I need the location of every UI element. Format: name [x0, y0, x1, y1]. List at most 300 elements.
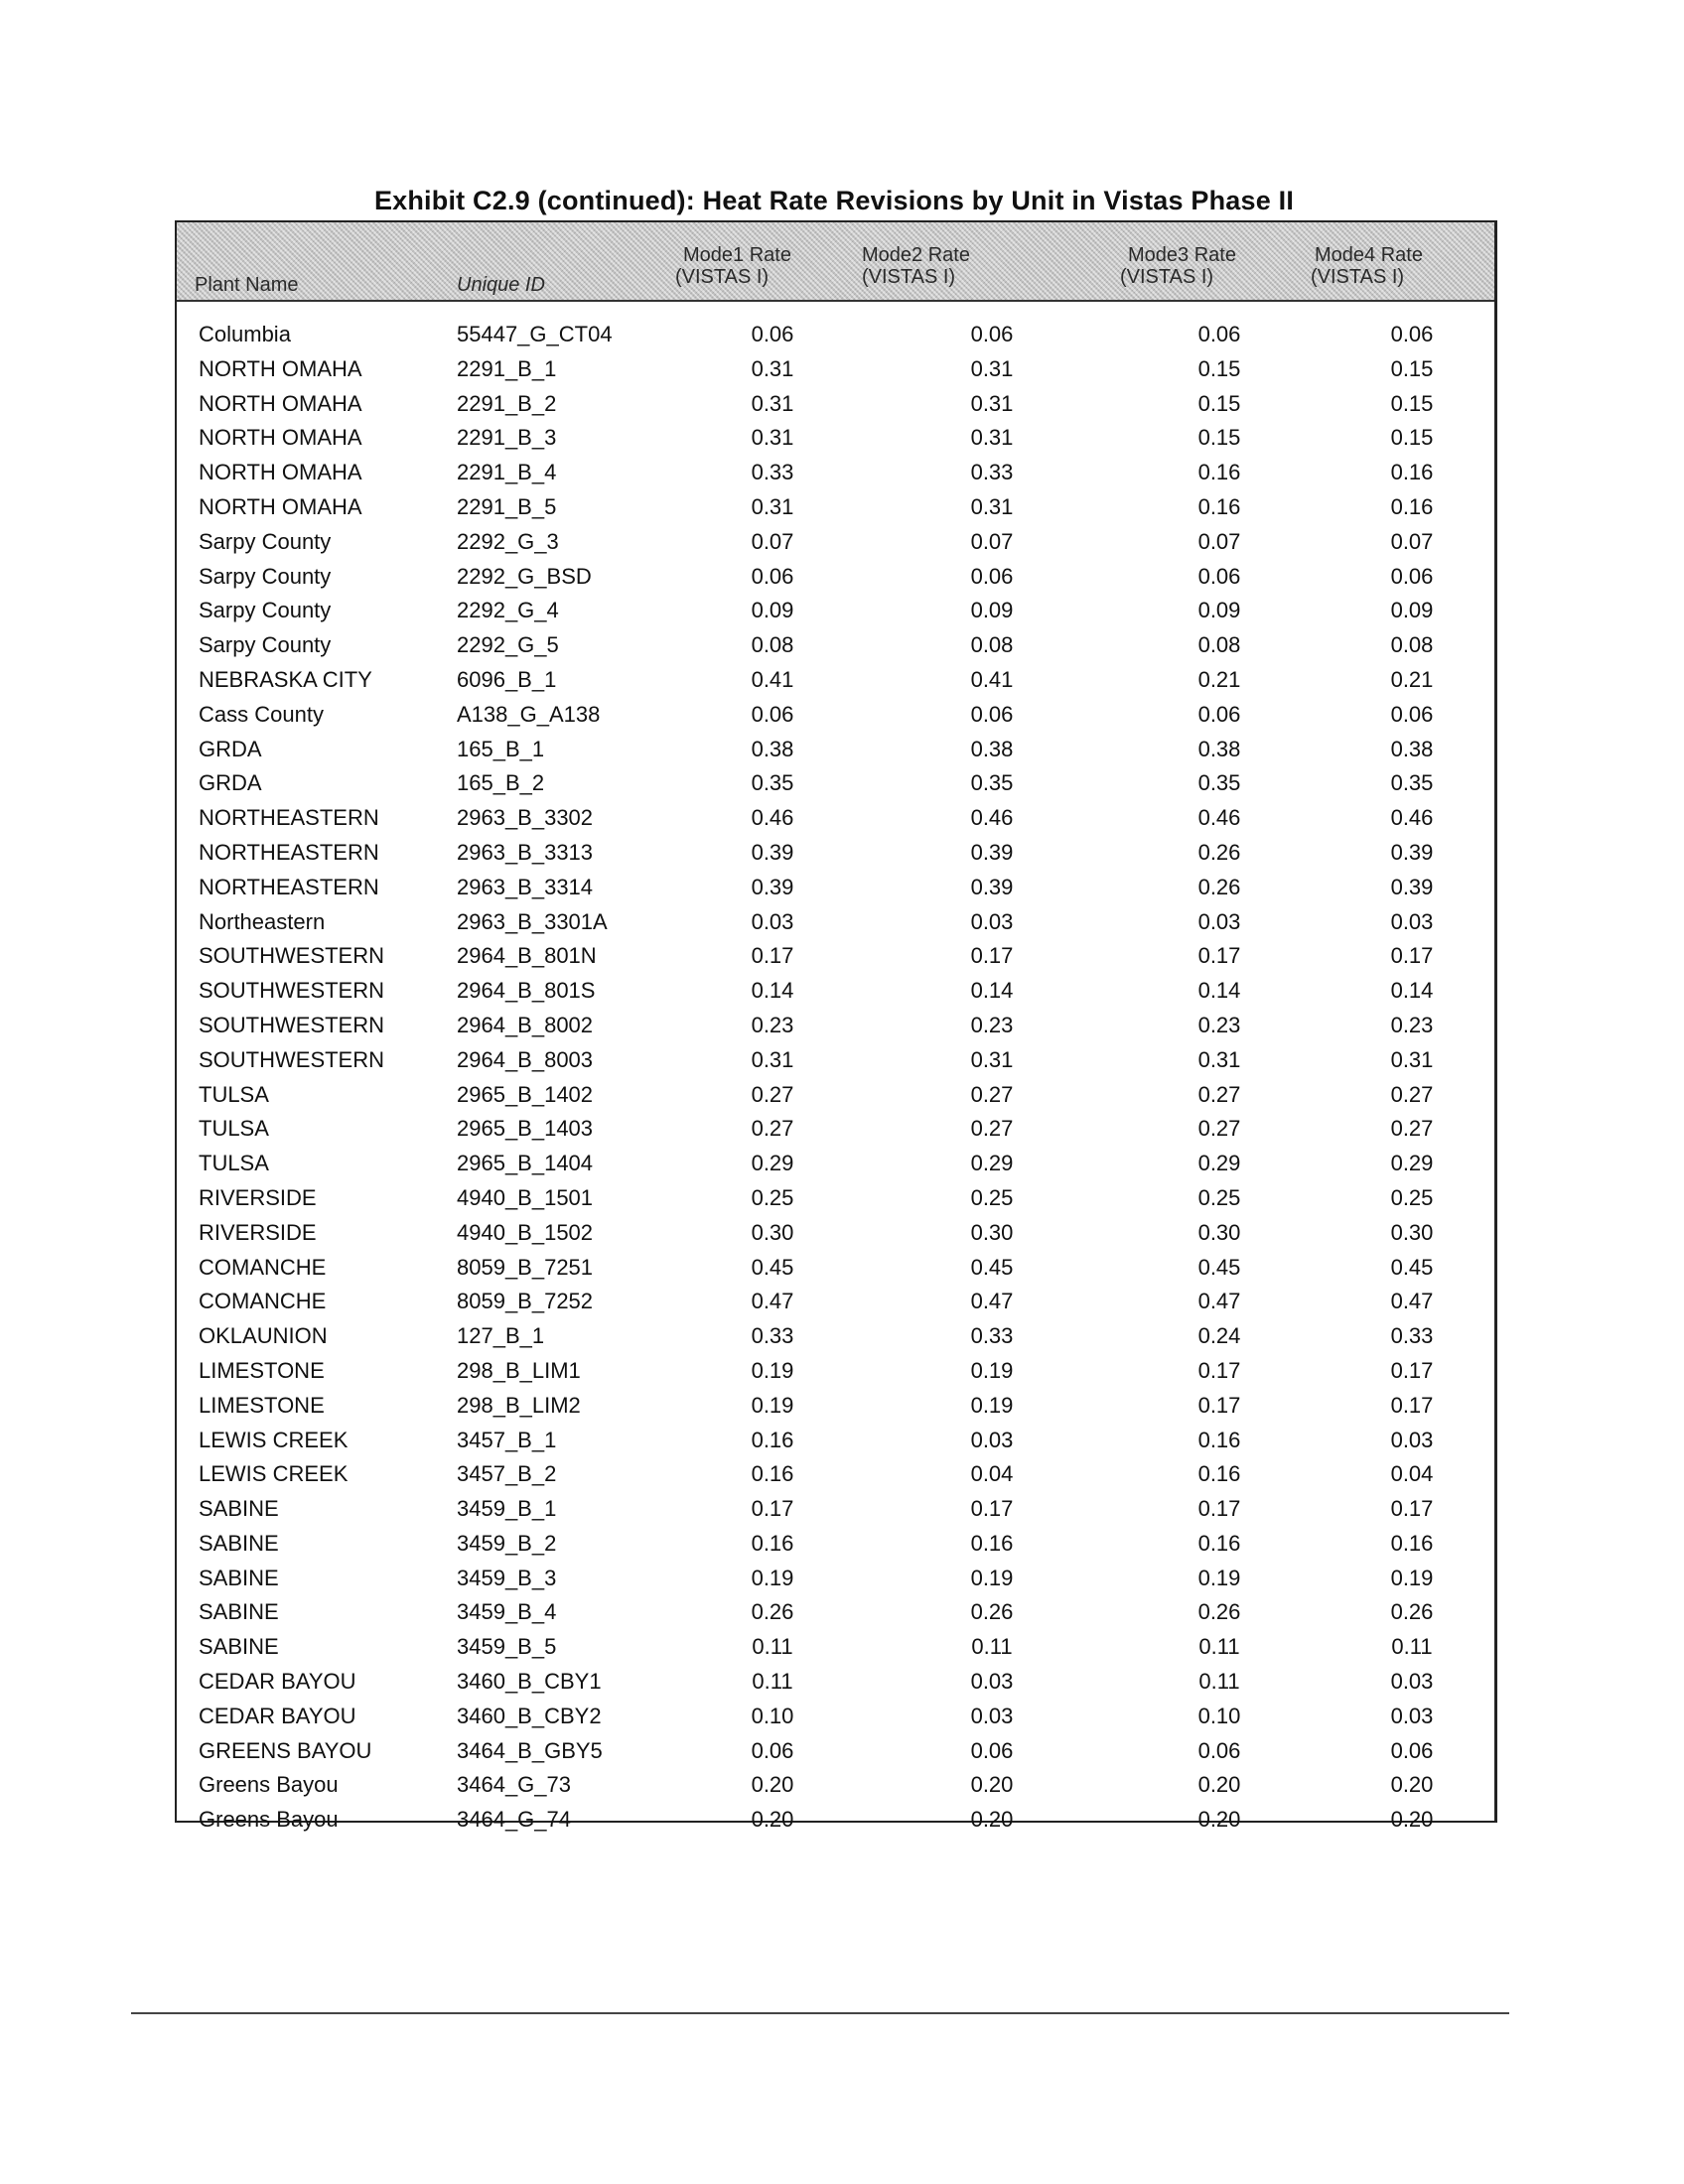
unique-id-cell: 3459_B_4	[457, 1599, 557, 1625]
mode4-rate-cell: 0.08	[1390, 632, 1434, 658]
mode2-rate-cell: 0.19	[970, 1565, 1014, 1590]
mode2-rate-cell: 0.17	[970, 1496, 1014, 1522]
plant-name-cell: NORTH OMAHA	[199, 425, 362, 451]
mode4-rate-cell: 0.27	[1390, 1116, 1434, 1142]
mode1-rate-cell: 0.30	[751, 1219, 794, 1245]
mode1-rate-cell: 0.17	[751, 1496, 794, 1522]
unique-id-cell: 55447_G_CT04	[457, 322, 613, 346]
unique-id-cell: 6096_B_1	[457, 666, 557, 692]
mode2-rate-cell: 0.06	[970, 563, 1014, 589]
mode3-rate-cell: 0.17	[1197, 1496, 1241, 1522]
unique-id-cell: 3459_B_1	[457, 1496, 557, 1522]
mode2-rate-cell: 0.14	[970, 978, 1014, 1004]
mode4-rate-cell: 0.19	[1390, 1565, 1434, 1590]
plant-name-cell: LIMESTONE	[199, 1357, 325, 1383]
plant-name-cell: Cass County	[199, 701, 324, 727]
unique-id-cell: 298_B_LIM2	[457, 1392, 581, 1418]
mode2-rate-cell: 0.47	[970, 1289, 1014, 1314]
mode3-rate-cell: 0.35	[1197, 770, 1241, 796]
mode2-rate-cell: 0.35	[970, 770, 1014, 796]
unique-id-cell: 3464_G_73	[457, 1772, 571, 1798]
mode3-rate-cell: 0.11	[1198, 1669, 1240, 1695]
mode4-rate-cell: 0.16	[1390, 460, 1434, 485]
header-unique-id: Unique ID	[457, 274, 545, 296]
mode2-rate-cell: 0.03	[970, 1427, 1014, 1452]
mode2-rate-cell: 0.11	[971, 1634, 1013, 1660]
mode2-rate-cell: 0.38	[970, 736, 1014, 761]
mode1-rate-cell: 0.19	[751, 1357, 794, 1383]
mode1-rate-cell: 0.47	[751, 1289, 794, 1314]
unique-id-cell: 3464_B_GBY5	[457, 1737, 603, 1763]
header-mode3-rate	[1120, 244, 1236, 288]
mode4-rate-cell: 0.09	[1390, 598, 1434, 623]
mode1-rate-cell: 0.10	[751, 1703, 794, 1728]
plant-name-cell: NORTH OMAHA	[199, 493, 362, 519]
unique-id-cell: 2965_B_1403	[457, 1116, 594, 1142]
mode4-rate-cell: 0.38	[1390, 736, 1434, 761]
mode4-rate-cell: 0.04	[1390, 1461, 1434, 1487]
plant-name-cell: LIMESTONE	[199, 1392, 325, 1418]
mode4-rate-cell: 0.14	[1390, 978, 1434, 1004]
mode3-rate-cell: 0.20	[1197, 1807, 1241, 1833]
table-row	[177, 1424, 1494, 1458]
mode4-rate-cell: 0.17	[1390, 1357, 1434, 1383]
mode4-rate-cell: 0.06	[1390, 563, 1434, 589]
mode1-rate-cell: 0.23	[751, 1012, 794, 1037]
plant-name-cell: Columbia	[199, 322, 291, 346]
unique-id-cell: 2963_B_3314	[457, 874, 594, 899]
table-row	[177, 1147, 1494, 1181]
mode3-rate-cell: 0.29	[1197, 1151, 1241, 1176]
mode1-rate-cell: 0.17	[751, 943, 794, 969]
mode1-rate-cell: 0.11	[752, 1669, 793, 1695]
mode4-rate-cell: 0.03	[1390, 908, 1434, 934]
unique-id-cell: 3459_B_2	[457, 1530, 557, 1556]
plant-name-cell: GREENS BAYOU	[199, 1737, 372, 1763]
mode4-rate-cell: 0.07	[1390, 528, 1434, 554]
mode3-rate-cell: 0.19	[1197, 1565, 1241, 1590]
unique-id-cell: 3460_B_CBY1	[457, 1669, 602, 1695]
plant-name-cell: TULSA	[199, 1116, 269, 1142]
unique-id-cell: 298_B_LIM1	[457, 1357, 581, 1383]
table-row	[177, 1251, 1494, 1286]
mode4-rate-cell: 0.03	[1390, 1669, 1434, 1695]
unique-id-cell: 2963_B_3301A	[457, 908, 608, 934]
mode4-rate-cell: 0.15	[1390, 355, 1434, 381]
plant-name-cell: NORTHEASTERN	[199, 874, 379, 899]
table-row	[177, 525, 1494, 560]
mode2-rate-cell: 0.31	[970, 493, 1014, 519]
mode3-rate-cell: 0.15	[1197, 355, 1241, 381]
mode1-rate-cell: 0.20	[751, 1772, 794, 1798]
table-row	[177, 318, 1494, 352]
header-mode1-line1: Mode1 Rate	[683, 244, 791, 266]
table-row	[177, 594, 1494, 628]
header-mode3-line1: Mode3 Rate	[1128, 244, 1236, 266]
unique-id-cell: 2965_B_1404	[457, 1151, 594, 1176]
mode4-rate-cell: 0.03	[1390, 1703, 1434, 1728]
unique-id-cell: 2964_B_801S	[457, 978, 596, 1004]
mode3-rate-cell: 0.06	[1197, 322, 1241, 346]
plant-name-cell: SOUTHWESTERN	[199, 943, 384, 969]
table-row	[177, 1319, 1494, 1354]
unique-id-cell: 2291_B_2	[457, 390, 557, 416]
mode2-rate-cell: 0.39	[970, 839, 1014, 865]
mode1-rate-cell: 0.06	[751, 322, 794, 346]
mode4-rate-cell: 0.16	[1390, 493, 1434, 519]
plant-name-cell: LEWIS CREEK	[199, 1427, 349, 1452]
mode1-rate-cell: 0.29	[751, 1151, 794, 1176]
mode1-rate-cell: 0.25	[751, 1184, 794, 1210]
mode4-rate-cell: 0.35	[1390, 770, 1434, 796]
table-row	[177, 456, 1494, 490]
unique-id-cell: 165_B_1	[457, 736, 545, 761]
table-row	[177, 974, 1494, 1009]
mode2-rate-cell: 0.25	[970, 1184, 1014, 1210]
mode3-rate-cell: 0.16	[1197, 493, 1241, 519]
mode3-rate-cell: 0.11	[1198, 1634, 1240, 1660]
mode1-rate-cell: 0.45	[751, 1254, 794, 1280]
plant-name-cell: Greens Bayou	[199, 1772, 339, 1798]
mode2-rate-cell: 0.31	[970, 390, 1014, 416]
unique-id-cell: 2963_B_3313	[457, 839, 594, 865]
header-mode2-rate	[862, 244, 970, 288]
plant-name-cell: SOUTHWESTERN	[199, 1046, 384, 1072]
unique-id-cell: 2292_G_5	[457, 632, 559, 658]
table-row	[177, 836, 1494, 871]
mode3-rate-cell: 0.14	[1197, 978, 1241, 1004]
mode3-rate-cell: 0.17	[1197, 943, 1241, 969]
mode3-rate-cell: 0.17	[1197, 1392, 1241, 1418]
mode3-rate-cell: 0.38	[1197, 736, 1241, 761]
unique-id-cell: 2291_B_4	[457, 460, 557, 485]
mode3-rate-cell: 0.17	[1197, 1357, 1241, 1383]
plant-name-cell: CEDAR BAYOU	[199, 1669, 356, 1695]
table-row	[177, 766, 1494, 801]
mode2-rate-cell: 0.19	[970, 1392, 1014, 1418]
unique-id-cell: 2965_B_1402	[457, 1081, 594, 1107]
table-row	[177, 628, 1494, 663]
plant-name-cell: NORTH OMAHA	[199, 390, 362, 416]
table-row	[177, 1700, 1494, 1734]
unique-id-cell: 4940_B_1502	[457, 1219, 594, 1245]
plant-name-cell: CEDAR BAYOU	[199, 1703, 356, 1728]
plant-name-cell: Sarpy County	[199, 632, 332, 658]
mode1-rate-cell: 0.38	[751, 736, 794, 761]
unique-id-cell: 3464_G_74	[457, 1807, 571, 1833]
mode3-rate-cell: 0.08	[1197, 632, 1241, 658]
unique-id-cell: A138_G_A138	[457, 701, 601, 727]
plant-name-cell: RIVERSIDE	[199, 1184, 317, 1210]
mode3-rate-cell: 0.09	[1197, 598, 1241, 623]
mode1-rate-cell: 0.46	[751, 805, 794, 831]
mode2-rate-cell: 0.31	[970, 355, 1014, 381]
plant-name-cell: GRDA	[199, 736, 262, 761]
mode4-rate-cell: 0.03	[1390, 1427, 1434, 1452]
mode2-rate-cell: 0.45	[970, 1254, 1014, 1280]
mode4-rate-cell: 0.06	[1390, 701, 1434, 727]
mode1-rate-cell: 0.31	[751, 493, 794, 519]
mode4-rate-cell: 0.06	[1390, 1737, 1434, 1763]
table-row	[177, 1043, 1494, 1078]
table-row	[177, 1734, 1494, 1769]
unique-id-cell: 2964_B_8003	[457, 1046, 594, 1072]
plant-name-cell: NORTHEASTERN	[199, 805, 379, 831]
mode4-rate-cell: 0.17	[1390, 943, 1434, 969]
mode3-rate-cell: 0.25	[1197, 1184, 1241, 1210]
unique-id-cell: 2964_B_8002	[457, 1012, 594, 1037]
mode4-rate-cell: 0.17	[1390, 1392, 1434, 1418]
mode1-rate-cell: 0.27	[751, 1081, 794, 1107]
table-row	[177, 905, 1494, 940]
table-row	[177, 1527, 1494, 1562]
mode1-rate-cell: 0.27	[751, 1116, 794, 1142]
table-row	[177, 1078, 1494, 1113]
mode2-rate-cell: 0.20	[970, 1772, 1014, 1798]
mode3-rate-cell: 0.24	[1197, 1323, 1241, 1349]
unique-id-cell: 2292_G_3	[457, 528, 559, 554]
unique-id-cell: 8059_B_7252	[457, 1289, 594, 1314]
mode1-rate-cell: 0.33	[751, 1323, 794, 1349]
mode4-rate-cell: 0.25	[1390, 1184, 1434, 1210]
mode1-rate-cell: 0.08	[751, 632, 794, 658]
mode2-rate-cell: 0.31	[970, 1046, 1014, 1072]
unique-id-cell: 8059_B_7251	[457, 1254, 594, 1280]
mode2-rate-cell: 0.07	[970, 528, 1014, 554]
header-mode2-line2: (VISTAS I)	[862, 266, 956, 288]
mode2-rate-cell: 0.31	[970, 425, 1014, 451]
table-row	[177, 698, 1494, 733]
plant-name-cell: OKLAUNION	[199, 1323, 328, 1349]
table-body	[177, 318, 1494, 1838]
mode4-rate-cell: 0.39	[1390, 839, 1434, 865]
mode3-rate-cell: 0.10	[1197, 1703, 1241, 1728]
mode3-rate-cell: 0.27	[1197, 1081, 1241, 1107]
mode2-rate-cell: 0.06	[970, 701, 1014, 727]
mode2-rate-cell: 0.20	[970, 1807, 1014, 1833]
mode3-rate-cell: 0.16	[1197, 460, 1241, 485]
plant-name-cell: GRDA	[199, 770, 262, 796]
table-row	[177, 871, 1494, 905]
table-row	[177, 421, 1494, 456]
table-row	[177, 1389, 1494, 1424]
table-row	[177, 387, 1494, 422]
table-row	[177, 1492, 1494, 1527]
mode1-rate-cell: 0.31	[751, 355, 794, 381]
plant-name-cell: SABINE	[199, 1496, 279, 1522]
mode2-rate-cell: 0.19	[970, 1357, 1014, 1383]
mode1-rate-cell: 0.16	[751, 1461, 794, 1487]
mode2-rate-cell: 0.09	[970, 598, 1014, 623]
mode1-rate-cell: 0.19	[751, 1392, 794, 1418]
unique-id-cell: 2964_B_801N	[457, 943, 597, 969]
mode2-rate-cell: 0.23	[970, 1012, 1014, 1037]
mode2-rate-cell: 0.17	[970, 943, 1014, 969]
mode2-rate-cell: 0.08	[970, 632, 1014, 658]
mode1-rate-cell: 0.07	[751, 528, 794, 554]
mode2-rate-cell: 0.39	[970, 874, 1014, 899]
mode3-rate-cell: 0.15	[1197, 390, 1241, 416]
mode3-rate-cell: 0.31	[1197, 1046, 1241, 1072]
mode3-rate-cell: 0.06	[1197, 1737, 1241, 1763]
mode4-rate-cell: 0.45	[1390, 1254, 1434, 1280]
mode4-rate-cell: 0.29	[1390, 1151, 1434, 1176]
mode3-rate-cell: 0.03	[1197, 908, 1241, 934]
plant-name-cell: NEBRASKA CITY	[199, 666, 372, 692]
mode2-rate-cell: 0.33	[970, 1323, 1014, 1349]
mode1-rate-cell: 0.31	[751, 425, 794, 451]
plant-name-cell: Sarpy County	[199, 598, 332, 623]
mode3-rate-cell: 0.47	[1197, 1289, 1241, 1314]
mode1-rate-cell: 0.16	[751, 1530, 794, 1556]
mode4-rate-cell: 0.16	[1390, 1530, 1434, 1556]
mode3-rate-cell: 0.45	[1197, 1254, 1241, 1280]
table-row	[177, 1354, 1494, 1389]
mode1-rate-cell: 0.35	[751, 770, 794, 796]
mode1-rate-cell: 0.39	[751, 839, 794, 865]
unique-id-cell: 2291_B_5	[457, 493, 557, 519]
mode1-rate-cell: 0.03	[751, 908, 794, 934]
mode2-rate-cell: 0.16	[970, 1530, 1014, 1556]
mode3-rate-cell: 0.23	[1197, 1012, 1241, 1037]
table-row	[177, 560, 1494, 595]
heat-rate-table	[175, 220, 1497, 1833]
header-mode1-rate	[675, 244, 791, 288]
mode3-rate-cell: 0.07	[1197, 528, 1241, 554]
header-mode4-line2: (VISTAS I)	[1311, 266, 1405, 288]
table-row	[177, 939, 1494, 974]
table-row	[177, 1457, 1494, 1492]
table-row	[177, 1216, 1494, 1251]
plant-name-cell: Greens Bayou	[199, 1807, 339, 1833]
mode2-rate-cell: 0.46	[970, 805, 1014, 831]
table-row	[177, 1112, 1494, 1147]
unique-id-cell: 2963_B_3302	[457, 805, 594, 831]
unique-id-cell: 165_B_2	[457, 770, 545, 796]
mode4-rate-cell: 0.47	[1390, 1289, 1434, 1314]
mode3-rate-cell: 0.26	[1197, 1599, 1241, 1625]
mode2-rate-cell: 0.03	[970, 908, 1014, 934]
mode1-rate-cell: 0.26	[751, 1599, 794, 1625]
plant-name-cell: COMANCHE	[199, 1289, 327, 1314]
plant-name-cell: NORTH OMAHA	[199, 460, 362, 485]
mode4-rate-cell: 0.39	[1390, 874, 1434, 899]
mode4-rate-cell: 0.15	[1390, 390, 1434, 416]
mode2-rate-cell: 0.06	[970, 322, 1014, 346]
mode3-rate-cell: 0.06	[1197, 701, 1241, 727]
unique-id-cell: 3457_B_2	[457, 1461, 557, 1487]
plant-name-cell: Sarpy County	[199, 528, 332, 554]
plant-name-cell: Sarpy County	[199, 563, 332, 589]
header-mode3-line2: (VISTAS I)	[1120, 266, 1214, 288]
plant-name-cell: RIVERSIDE	[199, 1219, 317, 1245]
mode2-rate-cell: 0.41	[970, 666, 1014, 692]
mode4-rate-cell: 0.06	[1390, 322, 1434, 346]
mode2-rate-cell: 0.26	[970, 1599, 1014, 1625]
table-row	[177, 1803, 1494, 1838]
mode4-rate-cell: 0.15	[1390, 425, 1434, 451]
mode1-rate-cell: 0.09	[751, 598, 794, 623]
mode1-rate-cell: 0.06	[751, 701, 794, 727]
table-row	[177, 1665, 1494, 1700]
mode4-rate-cell: 0.30	[1390, 1219, 1434, 1245]
plant-name-cell: COMANCHE	[199, 1254, 327, 1280]
table-row	[177, 1768, 1494, 1803]
unique-id-cell: 4940_B_1501	[457, 1184, 594, 1210]
mode4-rate-cell: 0.31	[1390, 1046, 1434, 1072]
table-row	[177, 1009, 1494, 1043]
plant-name-cell: SABINE	[199, 1565, 279, 1590]
mode4-rate-cell: 0.21	[1390, 666, 1434, 692]
unique-id-cell: 2292_G_BSD	[457, 563, 592, 589]
mode4-rate-cell: 0.11	[1391, 1634, 1433, 1660]
table-row	[177, 1595, 1494, 1630]
table-row	[177, 1630, 1494, 1665]
mode1-rate-cell: 0.31	[751, 390, 794, 416]
unique-id-cell: 3457_B_1	[457, 1427, 557, 1452]
header-mode4-line1: Mode4 Rate	[1315, 244, 1423, 266]
mode1-rate-cell: 0.20	[751, 1807, 794, 1833]
plant-name-cell: SOUTHWESTERN	[199, 978, 384, 1004]
unique-id-cell: 3460_B_CBY2	[457, 1703, 602, 1728]
mode4-rate-cell: 0.23	[1390, 1012, 1434, 1037]
mode1-rate-cell: 0.19	[751, 1565, 794, 1590]
mode1-rate-cell: 0.39	[751, 874, 794, 899]
mode4-rate-cell: 0.26	[1390, 1599, 1434, 1625]
table-header	[177, 222, 1494, 302]
footer-divider	[131, 2012, 1509, 2014]
plant-name-cell: SABINE	[199, 1530, 279, 1556]
mode3-rate-cell: 0.30	[1197, 1219, 1241, 1245]
unique-id-cell: 2291_B_3	[457, 425, 557, 451]
unique-id-cell: 3459_B_3	[457, 1565, 557, 1590]
table-row	[177, 801, 1494, 836]
unique-id-cell: 3459_B_5	[457, 1634, 557, 1660]
mode3-rate-cell: 0.20	[1197, 1772, 1241, 1798]
table-row	[177, 490, 1494, 525]
mode3-rate-cell: 0.27	[1197, 1116, 1241, 1142]
table-row	[177, 1285, 1494, 1319]
mode1-rate-cell: 0.16	[751, 1427, 794, 1452]
plant-name-cell: Northeastern	[199, 908, 326, 934]
plant-name-cell: TULSA	[199, 1081, 269, 1107]
mode2-rate-cell: 0.03	[970, 1703, 1014, 1728]
mode1-rate-cell: 0.06	[751, 1737, 794, 1763]
mode3-rate-cell: 0.46	[1197, 805, 1241, 831]
mode3-rate-cell: 0.16	[1197, 1427, 1241, 1452]
mode3-rate-cell: 0.15	[1197, 425, 1241, 451]
mode4-rate-cell: 0.20	[1390, 1772, 1434, 1798]
mode3-rate-cell: 0.26	[1197, 839, 1241, 865]
mode2-rate-cell: 0.04	[970, 1461, 1014, 1487]
page-title: Exhibit C2.9 (continued): Heat Rate Revisions by Unit in Vistas Phase II	[373, 186, 1295, 215]
unique-id-cell: 127_B_1	[457, 1323, 545, 1349]
header-plant-name: Plant Name	[195, 274, 299, 296]
plant-name-cell: TULSA	[199, 1151, 269, 1176]
mode3-rate-cell: 0.21	[1197, 666, 1241, 692]
mode1-rate-cell: 0.41	[751, 666, 794, 692]
mode1-rate-cell: 0.14	[751, 978, 794, 1004]
mode3-rate-cell: 0.26	[1197, 874, 1241, 899]
plant-name-cell: NORTHEASTERN	[199, 839, 379, 865]
table-row	[177, 663, 1494, 698]
unique-id-cell: 2291_B_1	[457, 355, 557, 381]
mode2-rate-cell: 0.33	[970, 460, 1014, 485]
mode2-rate-cell: 0.03	[970, 1669, 1014, 1695]
mode2-rate-cell: 0.27	[970, 1081, 1014, 1107]
mode1-rate-cell: 0.11	[752, 1634, 793, 1660]
plant-name-cell: LEWIS CREEK	[199, 1461, 349, 1487]
